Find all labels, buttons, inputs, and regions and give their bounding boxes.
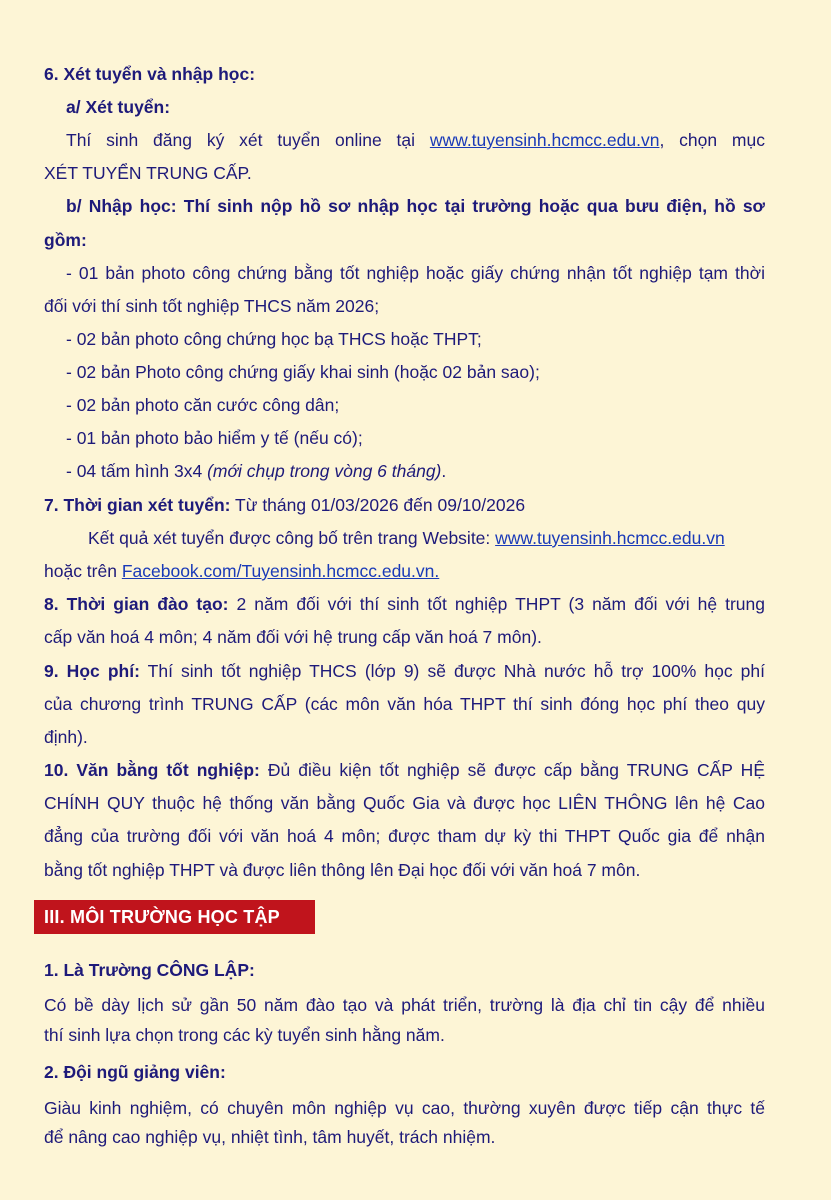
section-6a-line1 [66, 129, 765, 151]
section-7-heading: 7. Thời gian xét tuyển: [44, 495, 231, 515]
website-link[interactable]: www.tuyensinh.hcmcc.edu.vn [495, 528, 725, 548]
section-10-line2: CHÍNH QUY thuộc hệ thống văn bằng Quốc Gia và được học LIÊN THÔNG lên hệ Cao [44, 793, 765, 813]
list-item: - 02 bản Photo công chứng giấy khai sinh (hoặc 02 bản sao); [66, 362, 540, 382]
environment-p1-line2: thí sinh lựa chọn trong các kỳ tuyển sinh hằng năm. [44, 1025, 445, 1045]
list-item: - 02 bản photo công chứng học bạ THCS hoặc THPT; [66, 329, 482, 349]
section-6b-line2: gồm: [44, 230, 87, 250]
environment-p1-line1: Có bề dày lịch sử gần 50 năm đào tạo và phát triển, trường là địa chỉ tin cậy để nhiều [44, 995, 765, 1015]
list-item: - 01 bản photo bảo hiểm y tế (nếu có); [66, 428, 363, 448]
section-9-line1 [44, 660, 765, 682]
list-item-period: . [441, 461, 447, 481]
section-10-line1 [44, 759, 765, 781]
list-item-note: (mới chụp trong vòng 6 tháng) [207, 461, 442, 481]
section-6a-text: Thí sinh đăng ký xét tuyển online tại [66, 130, 416, 150]
section-7-line3 [44, 560, 765, 582]
section-7-or-text: hoặc trên [44, 561, 122, 581]
section-6a-text-post: , chọn mục [659, 130, 765, 150]
list-item: đối với thí sinh tốt nghiệp THCS năm 2026; [44, 296, 380, 316]
section-9-line2: của chương trình TRUNG CẤP (các môn văn hóa THPT thí sinh đóng học phí theo quy [44, 694, 765, 714]
section-7-text: Từ tháng 01/03/2026 đến 09/10/2026 [230, 495, 526, 515]
environment-heading-1: 1. Là Trường CÔNG LẬP: [44, 960, 255, 980]
section-7-result-text: Kết quả xét tuyển được công bố trên trang Website: [88, 528, 496, 548]
section-8-line2: cấp văn hoá 4 môn; 4 năm đối với hệ trung cấp văn hoá 7 môn). [44, 627, 542, 647]
list-item-last [66, 460, 765, 482]
tuyensinh-link[interactable]: www.tuyensinh.hcmcc.edu.vn [429, 130, 660, 150]
section-iii-banner: III. MÔI TRƯỜNG HỌC TẬP [34, 900, 315, 934]
environment-p2-line1: Giàu kinh nghiệm, có chuyên môn nghiệp vụ cao, thường xuyên được tiếp cận thực tế [44, 1098, 765, 1118]
list-item: - 01 bản photo công chứng bằng tốt nghiệp hoặc giấy chứng nhận tốt nghiệp tạm thời [66, 263, 765, 283]
list-item: - 02 bản photo căn cước công dân; [66, 395, 340, 415]
facebook-link[interactable]: Facebook.com/Tuyensinh.hcmcc.edu.vn. [121, 561, 440, 581]
section-10-line3: đẳng của trường đối với văn hoá 4 môn; được tham dự kỳ thi THPT Quốc gia để nhận [44, 826, 765, 846]
section-8-line1 [44, 593, 765, 615]
section-10-heading: 10. Văn bằng tốt nghiệp: [44, 760, 260, 780]
section-9-text: Thí sinh tốt nghiệp THCS (lớp 9) sẽ được Nhà nước hỗ trợ 100% học phí [139, 661, 766, 681]
section-8-heading: 8. Thời gian đào tạo: [44, 594, 229, 614]
section-7-line2 [88, 527, 765, 549]
section-6b-line1: b/ Nhập học: Thí sinh nộp hồ sơ nhập học tại trường hoặc qua bưu điện, hồ sơ [66, 196, 765, 216]
section-7-line1 [44, 494, 765, 516]
environment-heading-2: 2. Đội ngũ giảng viên: [44, 1062, 226, 1082]
section-8-text: 2 năm đối với thí sinh tốt nghiệp THPT (3 năm đối với hệ trung [228, 594, 765, 614]
section-6-heading: 6. Xét tuyển và nhập học: [44, 64, 256, 84]
environment-p2-line2: để nâng cao nghiệp vụ, nhiệt tình, tâm huyết, trách nhiệm. [44, 1127, 496, 1147]
section-10-line4: bằng tốt nghiệp THPT và được liên thông lên Đại học đối với văn hoá 7 môn. [44, 860, 641, 880]
section-10-text: Đủ điều kiện tốt nghiệp sẽ được cấp bằng TRUNG CẤP HỆ [259, 760, 765, 780]
section-9-line3: định). [44, 727, 88, 747]
section-6a-heading: a/ Xét tuyển: [66, 97, 171, 117]
section-6a-line2: XÉT TUYỂN TRUNG CẤP. [44, 163, 252, 183]
list-item-text: - 04 tấm hình 3x4 [66, 461, 208, 481]
section-9-heading: 9. Học phí: [44, 661, 140, 681]
